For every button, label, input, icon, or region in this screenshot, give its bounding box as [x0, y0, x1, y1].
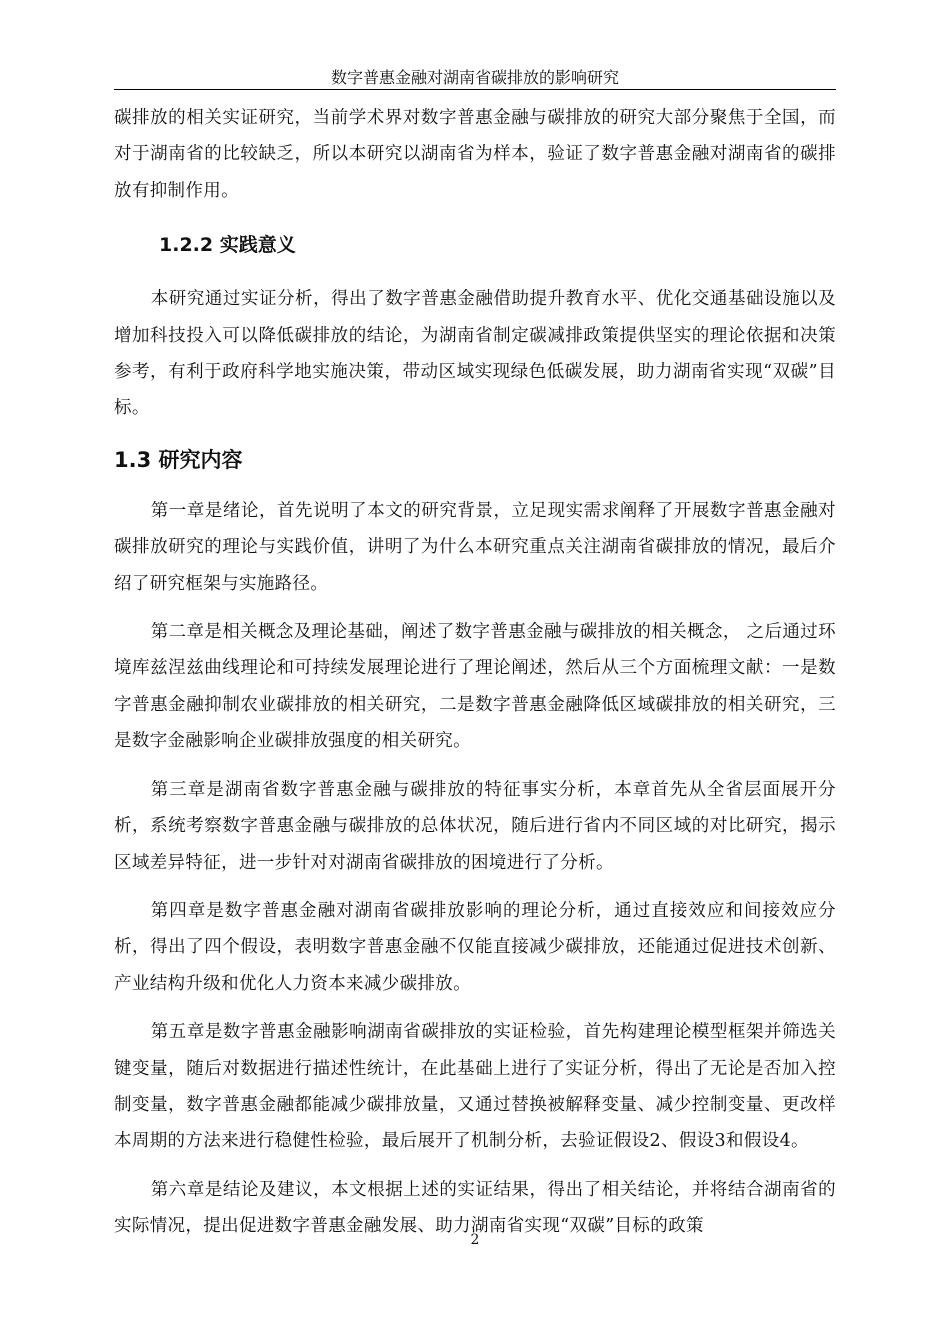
- paragraph-chapter-5: 第五章是数字普惠金融影响湖南省碳排放的实证检验，首先构建理论模型框架并筛选关键变量，随后对数据进行描述性统计，在此基础上进行了实证分析，得出了无论是否加入控制变量，数字普惠金融都能减少碳排放量，又通过替换被解释变量、减少控制变量、更改样本周期的方法来进行稳健性检验，最后展开了机制分析，去验证假设2、假设3和假设4。: [114, 1022, 836, 1152]
- paragraph-chapter-4: 第四章是数字普惠金融对湖南省碳排放影响的理论分析，通过直接效应和间接效应分析，得出了四个假设，表明数字普惠金融不仅能直接减少碳排放，还能通过促进技术创新、产业结构升级和优化人力资本来减少碳排放。: [114, 900, 836, 994]
- paragraph-chapter-2: 第二章是相关概念及理论基础，阐述了数字普惠金融与碳排放的相关概念， 之后通过环境库兹涅兹曲线理论和可持续发展理论进行了理论阐述，然后从三个方面梳理文献：一是数字普惠金融抑制农业碳排放的相关研究，二是数字普惠金融降低区域碳排放的相关研究，三是数字金融影响企业碳排放强度的相关研究。: [114, 622, 836, 752]
- section-heading-1-3: 1.3 研究内容: [114, 447, 243, 472]
- paragraph-practice-significance: 本研究通过实证分析，得出了数字普惠金融借助提升教育水平、优化交通基础设施以及增加科技投入可以降低碳排放的结论，为湖南省制定碳减排政策提供坚实的理论依据和决策参考，有利于政府科学地实施决策，带动区域实现绿色低碳发展，助力湖南省实现“双碳”目标。: [114, 289, 836, 419]
- paragraph-chapter-6: 第六章是结论及建议，本文根据上述的实证结果，得出了相关结论，并将结合湖南省的实际情况，提出促进数字普惠金融发展、助力湖南省实现“双碳”目标的政策: [114, 1179, 836, 1237]
- page-body: [114, 100, 836, 1245]
- section-heading-1-2-2: 1.2.2 实践意义: [159, 234, 296, 257]
- page-number: 2: [470, 1232, 480, 1248]
- running-header: 数字普惠金融对湖南省碳排放的影响研究: [114, 58, 836, 90]
- paragraph-continued: 碳排放的相关实证研究，当前学术界对数字普惠金融与碳排放的研究大部分聚焦于全国，而对于湖南省的比较缺乏，所以本研究以湖南省为样本，验证了数字普惠金融对湖南省的碳排放有抑制作用。: [114, 108, 836, 201]
- paragraph-chapter-1: 第一章是绪论，首先说明了本文的研究背景，立足现实需求阐释了开展数字普惠金融对碳排放研究的理论与实践价值，讲明了为什么本研究重点关注湖南省碳排放的情况，最后介绍了研究框架与实施路径。: [114, 500, 836, 594]
- paragraph-chapter-3: 第三章是湖南省数字普惠金融与碳排放的特征事实分析，本章首先从全省层面展开分析，系统考察数字普惠金融与碳排放的总体状况，随后进行省内不同区域的对比研究，揭示区域差异特征，进一步针对对湖南省碳排放的困境进行了分析。: [114, 779, 836, 873]
